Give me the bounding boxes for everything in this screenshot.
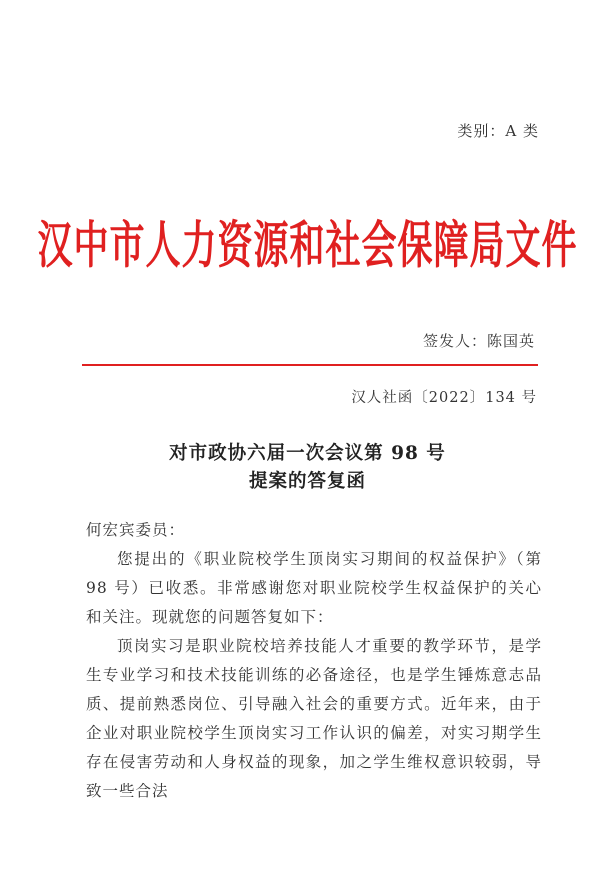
document-number: 汉人社函〔2022〕134 号 [351,390,537,406]
letter-body [86,516,542,806]
body-paragraph-2: 顶岗实习是职业院校培养技能人才重要的教学环节，是学生专业学习和技术技能训练的必备途径，也是学生锤炼意志品质、提前熟悉岗位、引导融入社会的重要方式。近年来，由于企业对职业院校学生顶岗实习工作认识的偏差，对实习期学生存在侵害劳动和人身权益的现象，加之学生维权意识较弱，导致一些合法 [86,637,542,800]
category-label: 类别：A 类 [457,122,539,140]
document-title-line-1: 对市政协六届一次会议第 98 号 [169,443,446,464]
salutation: 何宏宾委员： [86,521,186,539]
document-title-line-2: 提案的答复函 [248,471,366,492]
document-title [0,440,615,496]
red-divider-line [82,364,538,366]
issuing-organization-title: 汉中市人力资源和社会保障局文件 [37,217,578,276]
body-paragraph-1: 您提出的《职业院校学生顶岗实习期间的权益保护》（第 98 号）已收悉。非常感谢您对职业院校学生权益保护的关心和关注。现就您的问题答复如下： [86,550,542,626]
signer-label: 签发人：陈国英 [422,332,535,350]
